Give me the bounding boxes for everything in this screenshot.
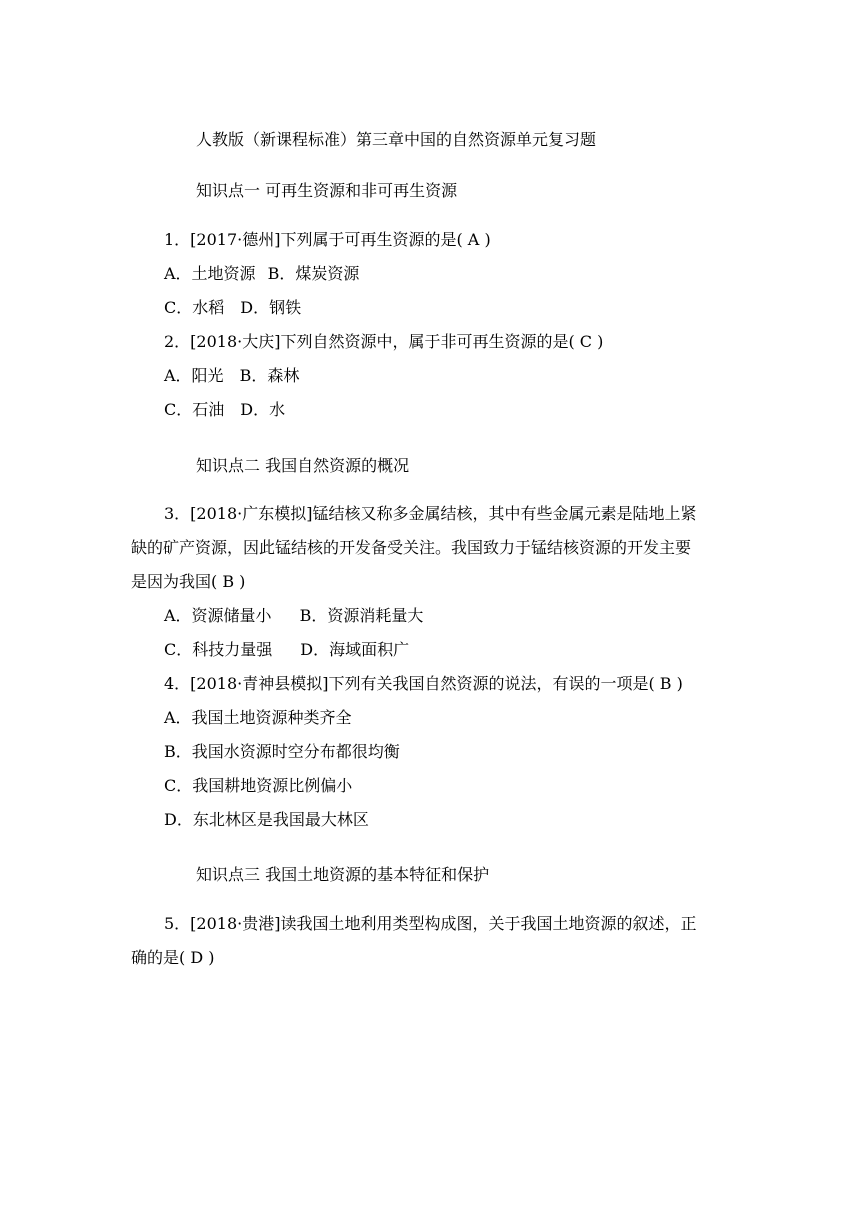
question-2-options-row-2 bbox=[164, 399, 285, 421]
section-heading-3: 知识点三 我国土地资源的基本特征和保护 bbox=[196, 865, 490, 884]
question-1-options-row-2 bbox=[164, 297, 301, 319]
question-1-options-row-1 bbox=[164, 263, 359, 285]
question-4-stem: 4．[2018·青神县模拟]下列有关我国自然资源的说法，有误的一项是( B ) bbox=[164, 674, 683, 693]
question-3-options-row-1 bbox=[164, 605, 423, 627]
question-4-option-d: D．东北林区是我国最大林区 bbox=[164, 810, 369, 829]
question-2-options-row-1 bbox=[164, 365, 299, 387]
question-3-option-c: C．科技力量强 bbox=[164, 640, 273, 659]
question-1-option-a: A．土地资源 bbox=[164, 264, 256, 283]
question-1-stem: 1．[2017·德州]下列属于可再生资源的是( A ) bbox=[164, 230, 491, 249]
question-5-stem-line-1: 5．[2018·贵港]读我国土地利用类型构成图，关于我国土地资源的叙述，正 bbox=[164, 914, 697, 933]
section-heading-1: 知识点一 可再生资源和非可再生资源 bbox=[196, 181, 458, 200]
question-3-stem-line-3: 是因为我国( B ) bbox=[131, 572, 246, 591]
question-3-option-a: A．资源储量小 bbox=[164, 606, 272, 625]
question-2-option-b: B．森林 bbox=[239, 366, 300, 385]
question-1-option-b: B．煤炭资源 bbox=[267, 264, 360, 283]
question-2-stem: 2．[2018·大庆]下列自然资源中，属于非可再生资源的是( C ) bbox=[164, 332, 604, 351]
question-5-stem-line-2: 确的是( D ) bbox=[131, 948, 215, 967]
question-3-option-b: B．资源消耗量大 bbox=[299, 606, 424, 625]
question-3-stem-line-1: 3．[2018·广东模拟]锰结核又称多金属结核，其中有些金属元素是陆地上紧 bbox=[164, 504, 697, 523]
question-3-option-d: D．海域面积广 bbox=[300, 640, 410, 659]
section-heading-2: 知识点二 我国自然资源的概况 bbox=[196, 456, 410, 475]
question-4-option-b: B．我国水资源时空分布都很均衡 bbox=[164, 742, 400, 761]
question-3-stem-line-2: 缺的矿产资源，因此锰结核的开发备受关注。我国致力于锰结核资源的开发主要 bbox=[131, 538, 692, 557]
question-2-option-c: C．石油 bbox=[164, 400, 225, 419]
question-2-option-d: D．水 bbox=[240, 400, 286, 419]
question-3-options-row-2 bbox=[164, 639, 409, 661]
document-title: 人教版（新课程标准）第三章中国的自然资源单元复习题 bbox=[196, 130, 597, 149]
question-2-option-a: A．阳光 bbox=[164, 366, 224, 385]
question-1-option-c: C．水稻 bbox=[164, 298, 225, 317]
question-4-option-c: C．我国耕地资源比例偏小 bbox=[164, 776, 353, 795]
question-4-option-a: A．我国土地资源种类齐全 bbox=[164, 708, 352, 727]
question-1-option-d: D．钢铁 bbox=[240, 298, 302, 317]
